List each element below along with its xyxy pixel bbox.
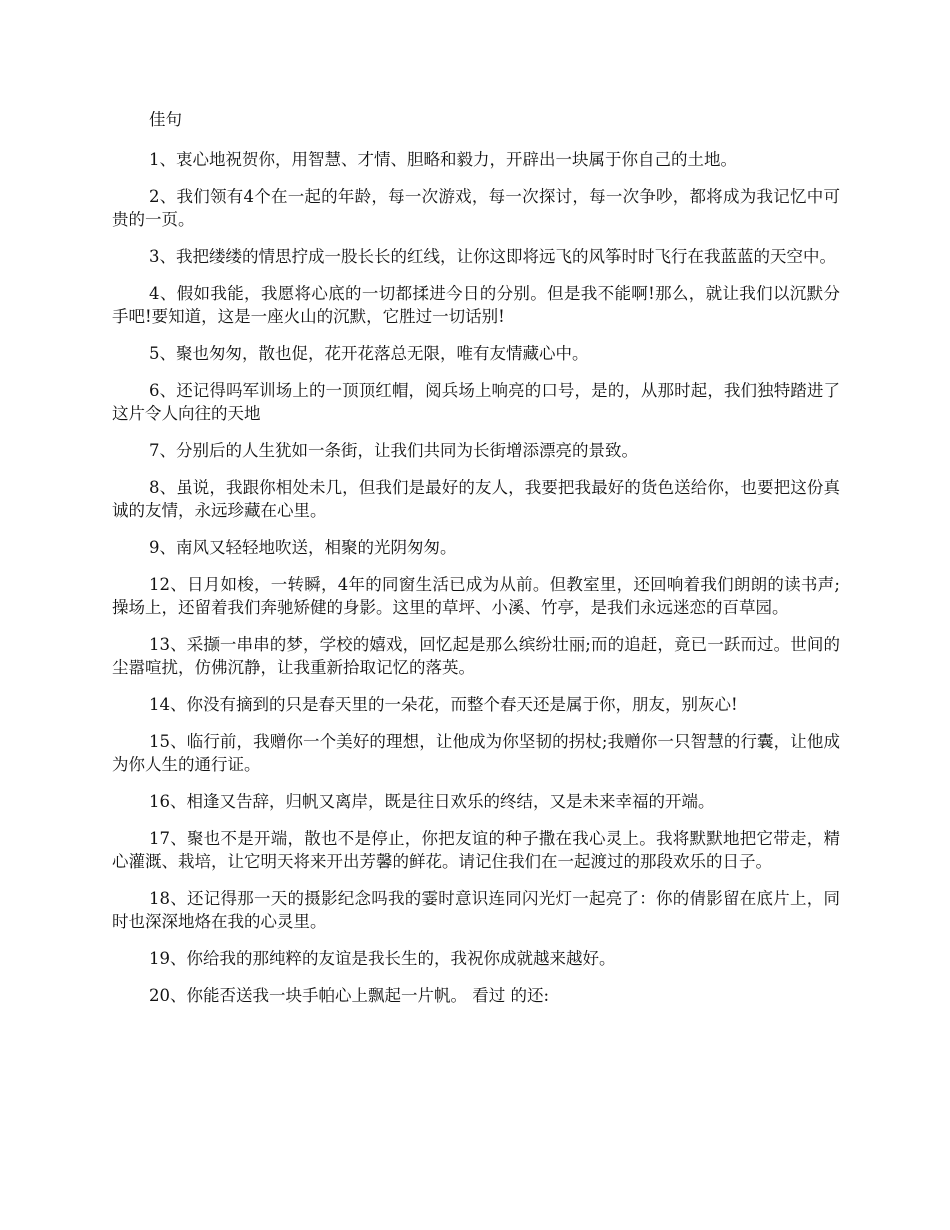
paragraph-4: 4、假如我能，我愿将心底的一切都揉进今日的分别。但是我不能啊!那么，就让我们以沉默分手吧!要知道，这是一座火山的沉默，它胜过一切话别! bbox=[112, 284, 840, 326]
paragraph-9: 9、南风又轻轻地吹送，相聚的光阴匆匆。 bbox=[149, 538, 457, 557]
paragraph-16: 16、相逢又告辞，归帆又离岸，既是往日欢乐的终结，又是未来幸福的开端。 bbox=[149, 792, 715, 811]
paragraph-2: 2、我们领有4个在一起的年龄，每一次游戏，每一次探讨，每一次争吵，都将成为我记忆中可贵的一页。 bbox=[112, 187, 840, 229]
paragraph-17: 17、聚也不是开端，散也不是停止，你把友谊的种子撒在我心灵上。我将默默地把它带走，精心灌溉、栽培，让它明天将来开出芳馨的鲜花。请记住我们在一起渡过的那段欢乐的日子。 bbox=[112, 829, 840, 871]
paragraph-12: 12、日月如梭，一转瞬，4年的同窗生活已成为从前。但教室里，还回响着我们朗朗的读书声;操场上，还留着我们奔驰矫健的身影。这里的草坪、小溪、竹亭，是我们永远迷恋的百草园。 bbox=[112, 575, 840, 617]
paragraph-7: 7、分别后的人生犹如一条街，让我们共同为长街增添漂亮的景致。 bbox=[149, 441, 638, 460]
paragraph-6: 6、还记得吗军训场上的一顶顶红帽，阅兵场上响亮的口号，是的，从那时起，我们独特踏进了这片令人向往的天地 bbox=[112, 381, 840, 423]
document-body bbox=[112, 108, 840, 1021]
paragraph-20: 20、你能否送我一块手帕心上飘起一片帆。 看过 的还: bbox=[149, 986, 550, 1005]
paragraph-8: 8、虽说，我跟你相处未几，但我们是最好的友人，我要把我最好的货色送给你，也要把这份真诚的友情，永远珍藏在心里。 bbox=[112, 478, 840, 520]
paragraph-14: 14、你没有摘到的只是春天里的一朵花，而整个春天还是属于你，朋友，别灰心! bbox=[149, 695, 738, 714]
paragraph-19: 19、你给我的那纯粹的友谊是我长生的，我祝你成就越来越好。 bbox=[149, 949, 616, 968]
paragraph-5: 5、聚也匆匆，散也促，花开花落总无限，唯有友情藏心中。 bbox=[149, 344, 589, 363]
section-heading: 佳句 bbox=[149, 110, 182, 129]
paragraph-13: 13、采撷一串串的梦，学校的嬉戏，回忆起是那么缤纷壮丽;而的追赶，竟已一跃而过。世间的尘嚣喧扰，仿佛沉静，让我重新拾取记忆的落英。 bbox=[112, 635, 840, 677]
paragraph-1: 1、衷心地祝贺你，用智慧、才情、胆略和毅力，开辟出一块属于你自己的土地。 bbox=[149, 150, 737, 169]
paragraph-3: 3、我把缕缕的情思拧成一股长长的红线，让你这即将远飞的风筝时时飞行在我蓝蓝的天空中。 bbox=[149, 247, 836, 266]
paragraph-18: 18、还记得那一天的摄影纪念吗我的霎时意识连同闪光灯一起亮了：你的倩影留在底片上，同时也深深地烙在我的心灵里。 bbox=[112, 889, 840, 931]
paragraph-15: 15、临行前，我赠你一个美好的理想，让他成为你坚韧的拐杖;我赠你一只智慧的行囊，让他成为你人生的通行证。 bbox=[112, 732, 840, 774]
